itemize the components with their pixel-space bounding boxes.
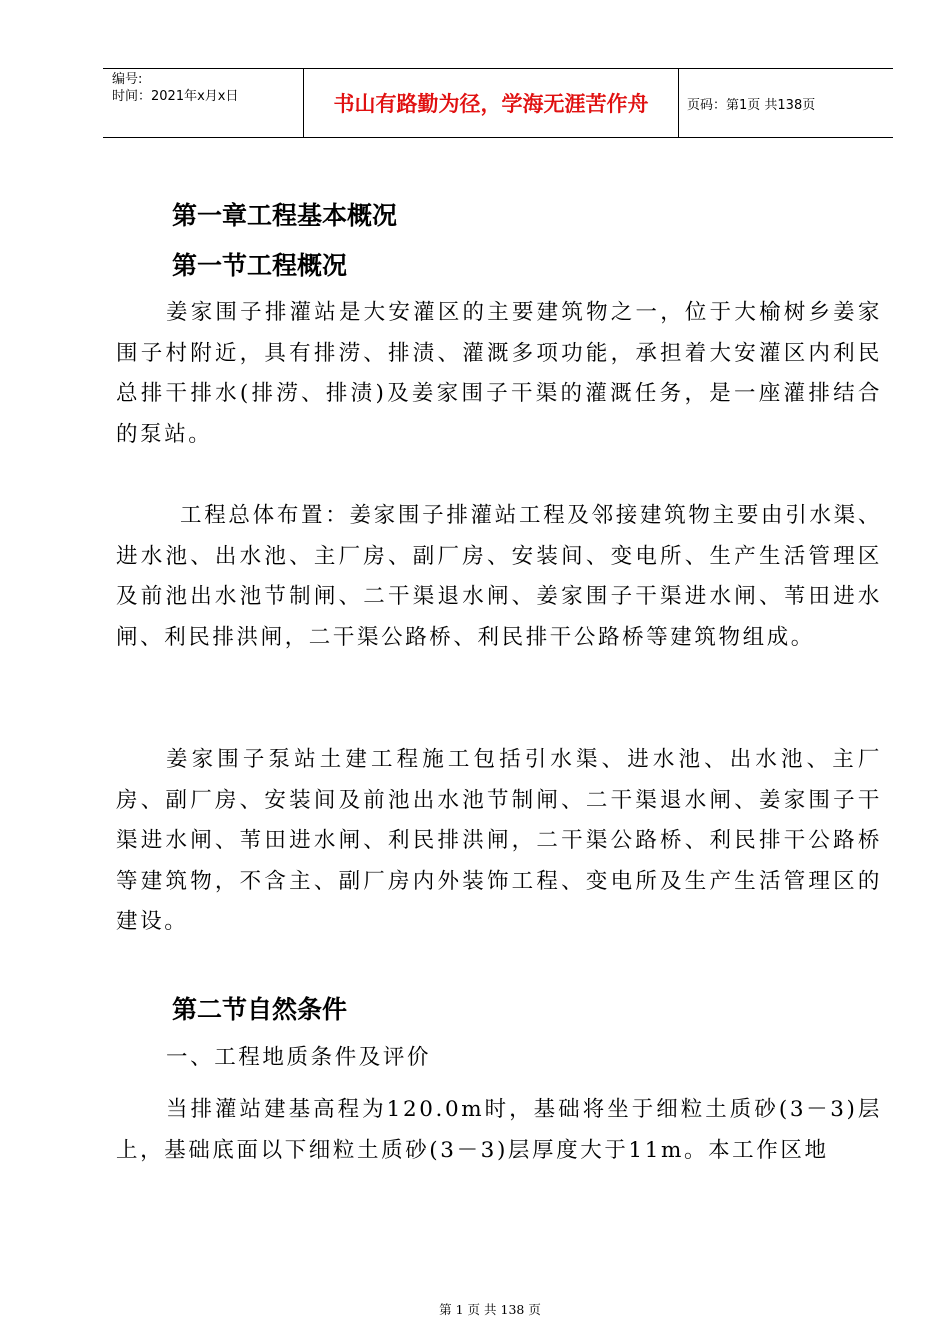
section-title-2: 第二节自然条件 <box>172 995 348 1024</box>
paragraph-2: 工程总体布置：姜家围子排灌站工程及邻接建筑物主要由引水渠、进水池、出水池、主厂房、副厂房、安装间、变电所、生产生活管理区及前池出水池节制闸、二干渠退水闸、姜家围子干渠进水闸、苇田进水闸、利民排洪闸，二干渠公路桥、利民排干公路桥等建筑物组成。 <box>116 503 882 650</box>
subsection-title-1: 一、工程地质条件及评价 <box>166 1045 432 1070</box>
paragraph-1: 姜家围子排灌站是大安灌区的主要建筑物之一，位于大榆树乡姜家围子村附近，具有排涝、排渍、灌溉多项功能，承担着大安灌区内利民总排干排水(排涝、排渍)及姜家围子干渠的灌溉任务，是一座灌排结合的泵站。 <box>116 300 882 447</box>
paragraph-3: 姜家围子泵站土建工程施工包括引水渠、进水池、出水池、主厂房、副厂房、安装间及前池出水池节制闸、二干渠退水闸、姜家围子干渠进水闸、苇田进水闸、利民排洪闸，二干渠公路桥、利民排干公路桥等建筑物，不含主、副厂房内外装饰工程、变电所及生产生活管理区的建设。 <box>116 747 882 934</box>
paragraph-4: 当排灌站建基高程为120.0m时，基础将坐于细粒土质砂(3－3)层上，基础底面以下细粒土质砂(3－3)层厚度大于11m。本工作区地 <box>116 1097 882 1163</box>
header-page-info: 页码：第1页 共138页 <box>687 97 816 113</box>
time-label: 时间：2021年x月x日 <box>112 89 239 104</box>
header-motto: 书山有路勤为径，学海无涯苦作舟 <box>303 69 679 137</box>
section-title-1: 第一节工程概况 <box>172 251 348 280</box>
number-label: 编号: <box>112 72 143 87</box>
header-meta <box>103 69 303 137</box>
chapter-title: 第一章工程基本概况 <box>172 201 398 230</box>
page-header <box>103 68 893 138</box>
page-footer: 第 1 页 共 138 页 <box>439 1302 541 1317</box>
